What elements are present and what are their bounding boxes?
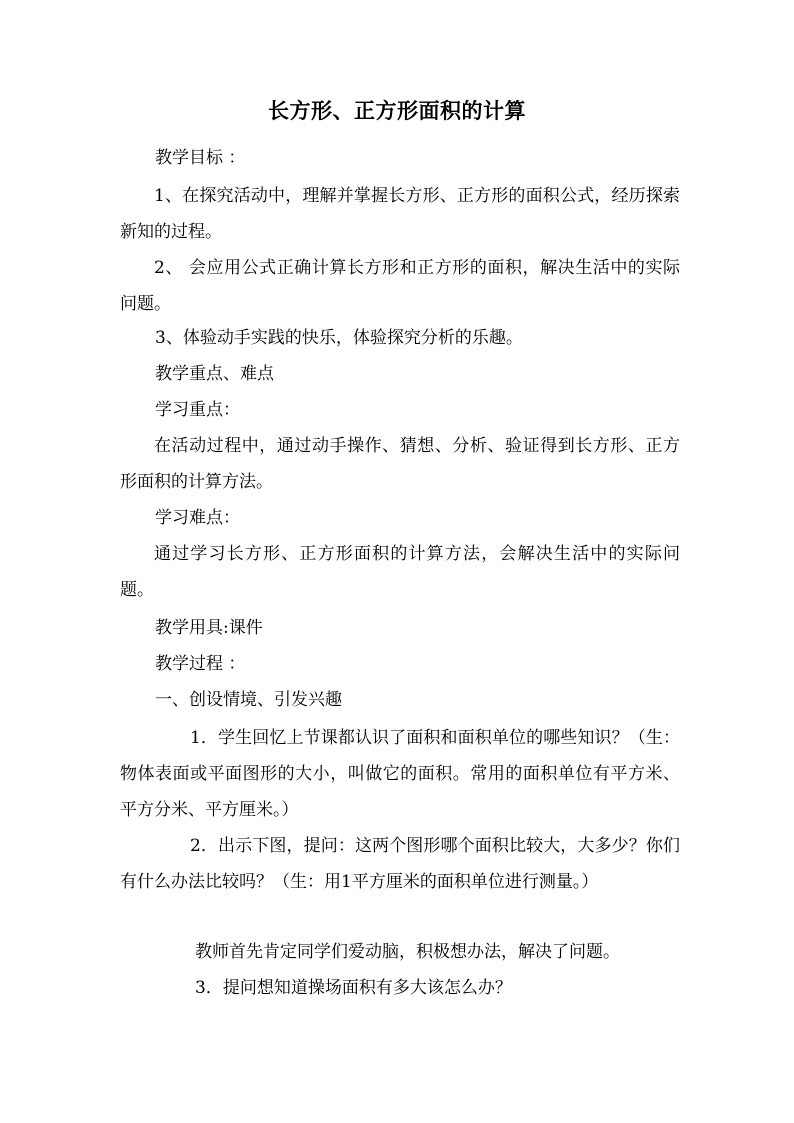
teacher-note: 教师首先肯定同学们爱动脑，积极想办法，解决了问题。: [195, 942, 620, 962]
document-title: 长方形、正方形面积的计算: [268, 98, 526, 123]
objective-1: 1、在探究活动中，理解并掌握长方形、正方形的面积公式，经历探索新知的过程。: [120, 186, 680, 242]
focus-heading: 学习重点：: [155, 400, 240, 420]
difficulty-heading: 学习难点：: [155, 508, 240, 528]
focus-text: 在活动过程中，通过动手操作、猜想、分析、验证得到长方形、正方形面积的计算方法。: [120, 436, 680, 492]
key-points-heading: 教学重点、难点: [155, 364, 274, 384]
step-1: 1．学生回忆上节课都认识了面积和面积单位的哪些知识？（生：物体表面或平面图形的大小，叫做它的面积。常用的面积单位有平方米、平方分米、平方厘米。）: [120, 728, 680, 820]
objective-3: 3、体验动手实践的快乐，体验探究分析的乐趣。: [155, 328, 523, 348]
teaching-tools: 教学用具:课件: [155, 618, 263, 638]
objective-2: 2、 会应用公式正确计算长方形和正方形的面积，解决生活中的实际问题。: [120, 258, 680, 314]
process-heading: 教学过程 ：: [155, 654, 246, 674]
section-1-heading: 一、创设情境、引发兴趣: [155, 690, 342, 710]
difficulty-text: 通过学习长方形、正方形面积的计算方法，会解决生活中的实际问题。: [120, 544, 680, 600]
step-3: 3．提问想知道操场面积有多大该怎么办？: [195, 978, 512, 998]
objectives-heading: 教学目标 ：: [155, 148, 246, 168]
step-2: 2．出示下图，提问：这两个图形哪个面积比较大，大多少？你们有什么办法比较吗？（生：用1平方厘米的面积单位进行测量。）: [120, 836, 680, 892]
